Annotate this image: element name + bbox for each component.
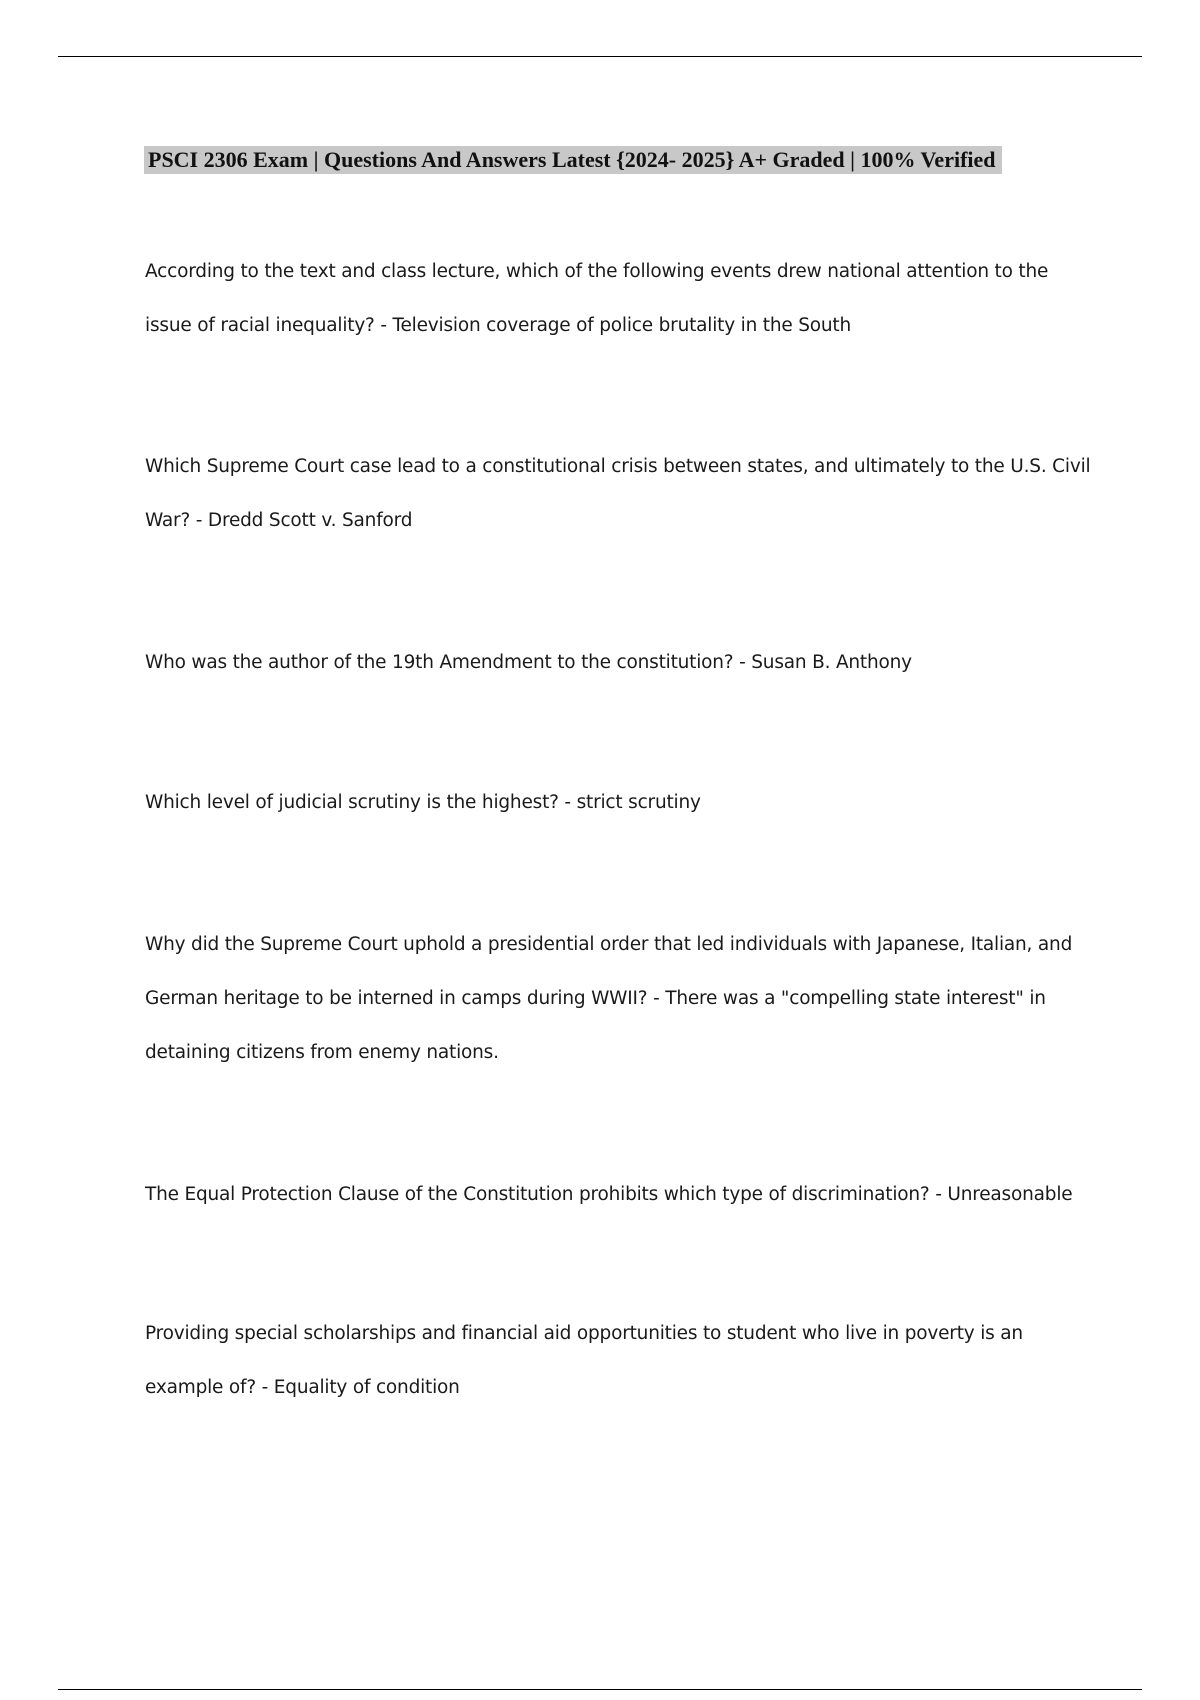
qa-item-3: Who was the author of the 19th Amendment to the constitution? - Susan B. Anthony bbox=[145, 652, 912, 673]
bottom-rule bbox=[58, 1689, 1142, 1690]
qa-item-7: Providing special scholarships and financial aid opportunities to student who live in poverty is an example of? - Equality of condition bbox=[145, 1323, 1023, 1398]
top-rule bbox=[58, 56, 1142, 57]
qa-item-5: Why did the Supreme Court uphold a presidential order that led individuals with Japanese, Italian, and German heritage to be interned in camps during WWII? - There was a "compelling state interest" in detaining citizens from enemy nations. bbox=[145, 934, 1073, 1063]
qa-item-1: According to the text and class lecture, which of the following events drew national attention to the issue of racial inequality? - Television coverage of police brutality in the South bbox=[145, 261, 1049, 336]
qa-item-6: The Equal Protection Clause of the Constitution prohibits which type of discrimination? - Unreasonable bbox=[145, 1184, 1073, 1205]
qa-item-4: Which level of judicial scrutiny is the highest? - strict scrutiny bbox=[145, 792, 701, 813]
qa-item-2: Which Supreme Court case lead to a constitutional crisis between states, and ultimately to the U.S. Civil War? - Dredd Scott v. Sanford bbox=[145, 456, 1091, 531]
document-title: PSCI 2306 Exam | Questions And Answers Latest {2024- 2025} A+ Graded | 100% Verified bbox=[144, 146, 1002, 174]
